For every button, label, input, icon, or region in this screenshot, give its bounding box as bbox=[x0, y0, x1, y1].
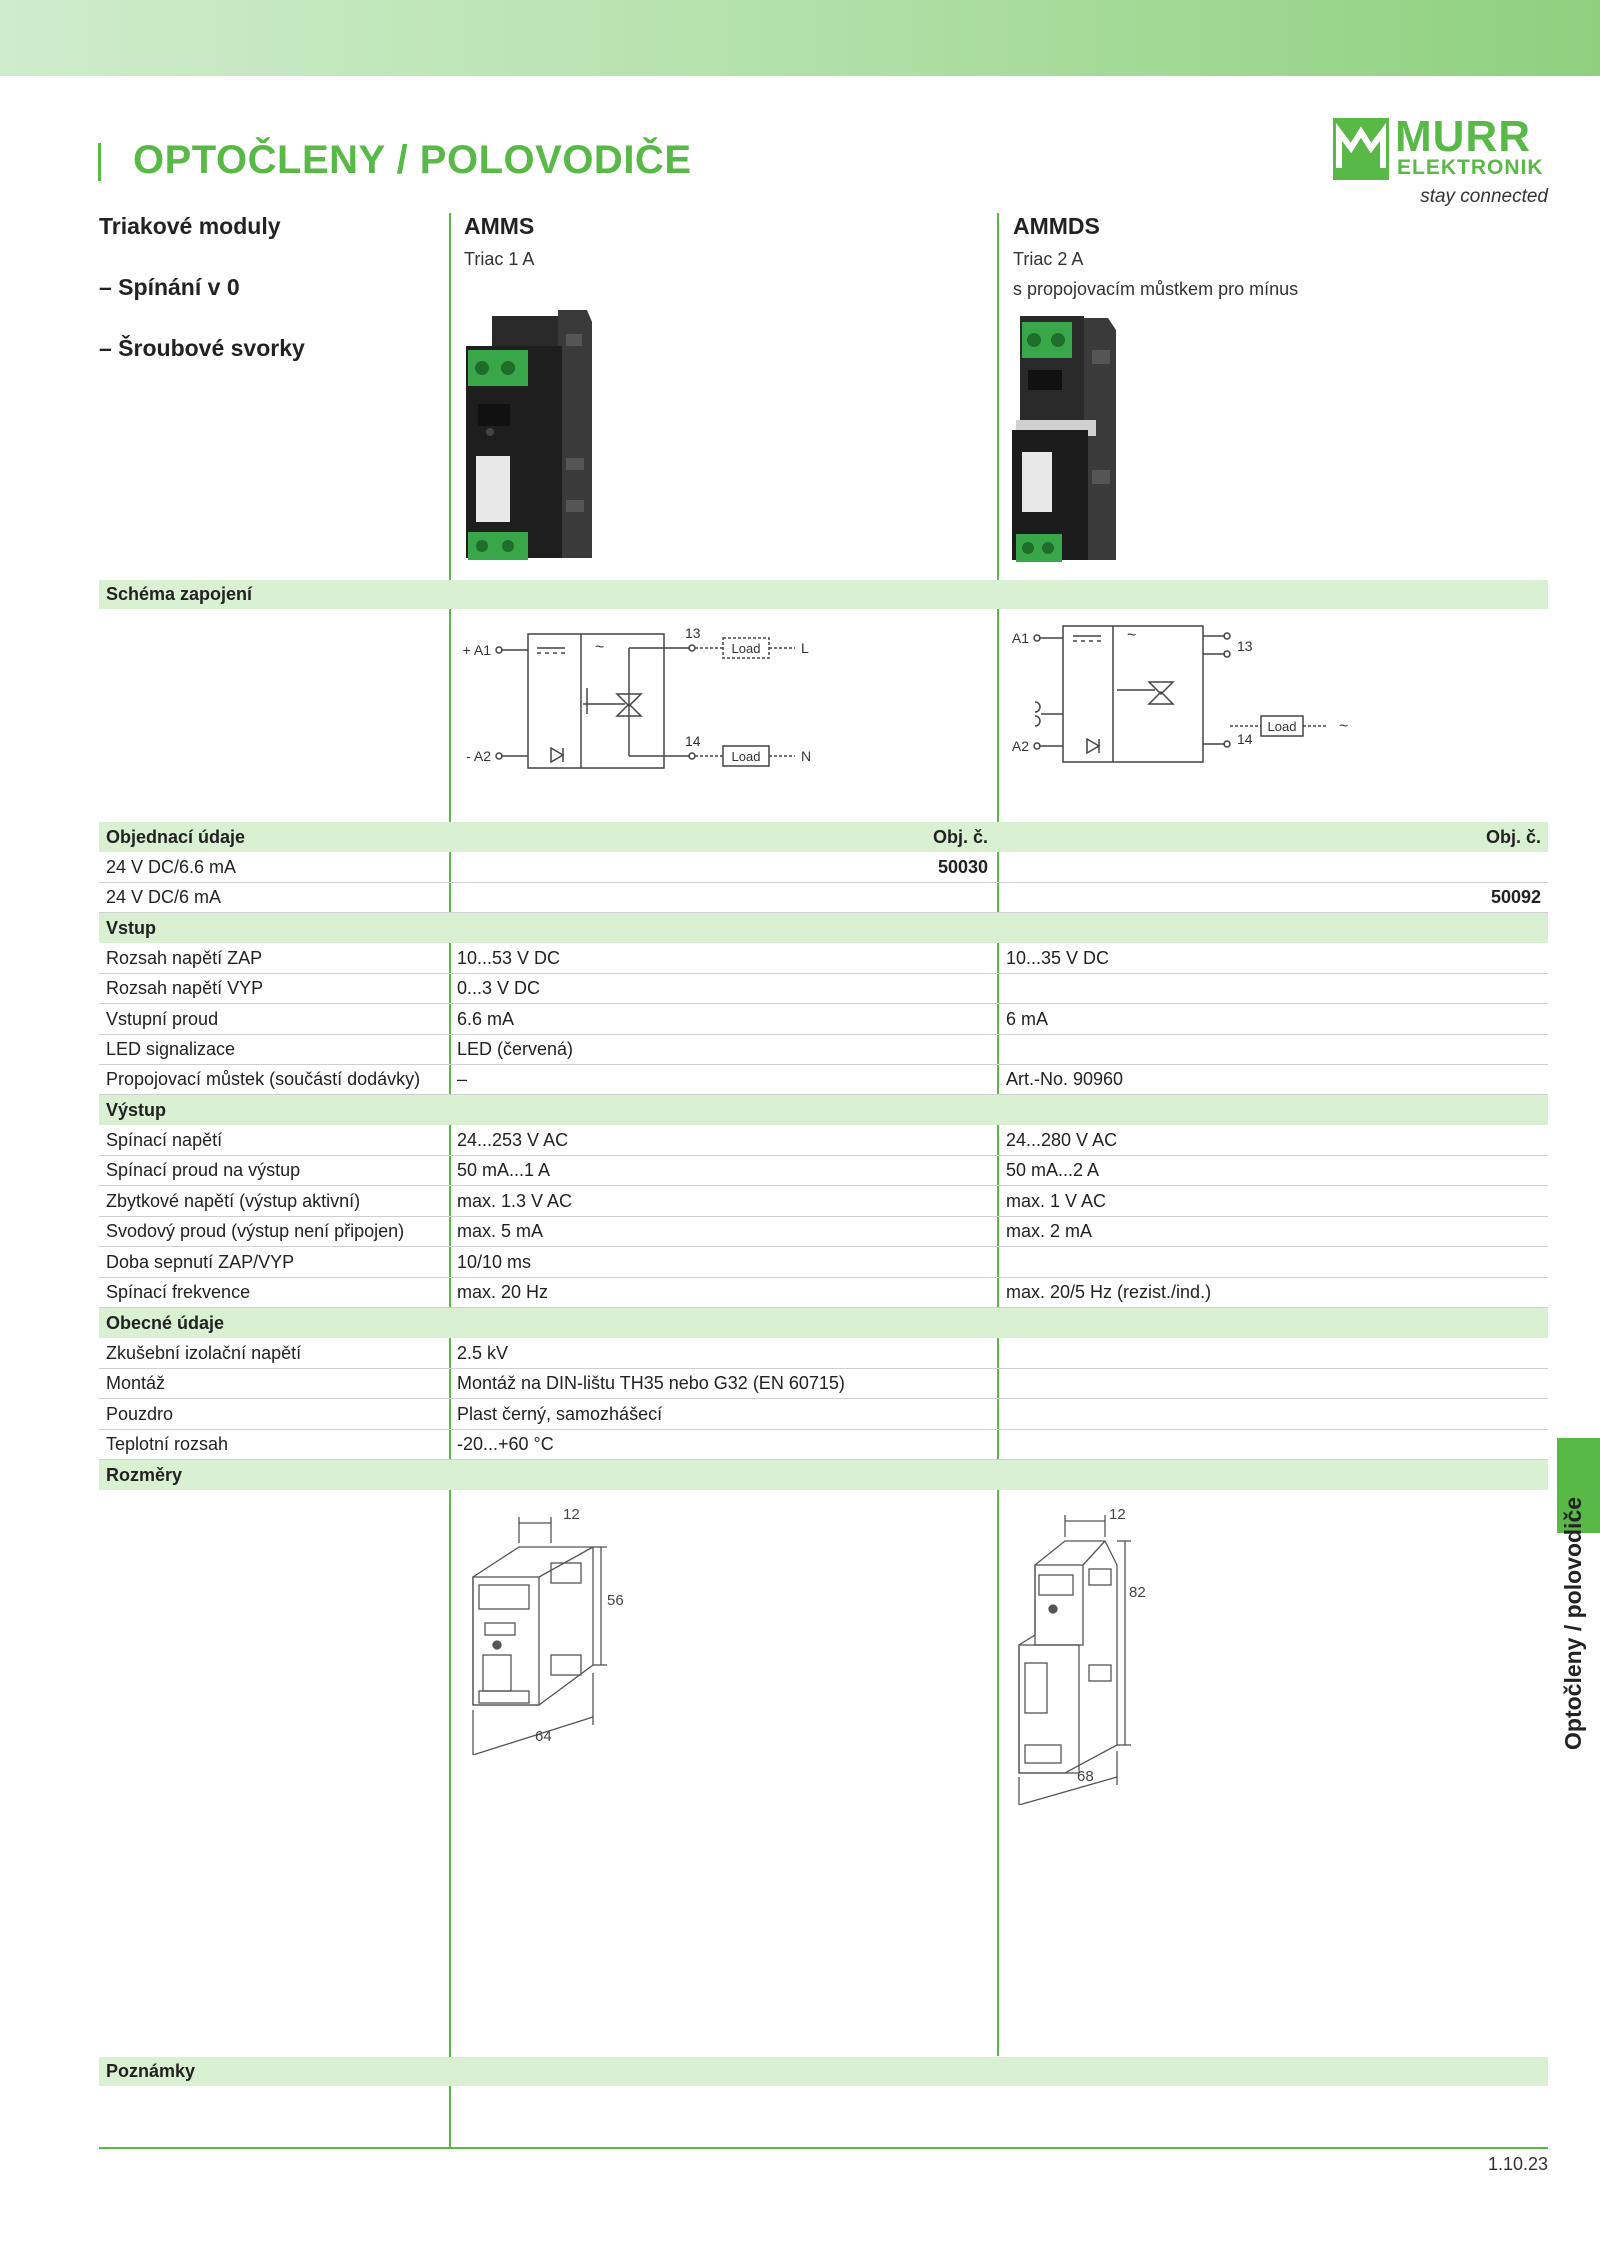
circuit-diagram-amms bbox=[455, 618, 835, 783]
page-number: 1.10.23 bbox=[1487, 2154, 1548, 2174]
dim-height-1: 56 bbox=[607, 1592, 624, 1609]
order-number-2: 50092 bbox=[1490, 887, 1541, 907]
row-label: LED signalizace bbox=[106, 1039, 236, 1059]
heading-feature-1: – Spínání v 0 bbox=[99, 274, 240, 300]
dimension-drawing-ammds bbox=[1005, 1505, 1205, 1810]
dim-depth-1: 64 bbox=[535, 1728, 552, 1745]
schema-right-terminal-13: 13 bbox=[1237, 638, 1253, 654]
table-row bbox=[99, 1034, 1548, 1065]
product-name-2: AMMDS bbox=[1013, 213, 1100, 239]
value-col-1: 10/10 ms bbox=[457, 1252, 532, 1272]
value-col-1: max. 20 Hz bbox=[457, 1282, 549, 1302]
title-marker bbox=[98, 143, 101, 181]
value-col-1: 10...53 V DC bbox=[457, 948, 561, 968]
product-desc-2b: s propojovacím můstkem pro mínus bbox=[1013, 279, 1299, 299]
schema-right-a2: A2 bbox=[1011, 738, 1029, 754]
schema-label: Schéma zapojení bbox=[106, 584, 253, 604]
order-number-1: 50030 bbox=[937, 857, 988, 877]
schema-terminal-a2: - A2 bbox=[466, 748, 491, 764]
section-label: Obecné údaje bbox=[106, 1313, 225, 1333]
table-row bbox=[99, 1125, 1548, 1156]
value-col-2: max. 2 mA bbox=[1006, 1221, 1093, 1241]
dim-height-2: 82 bbox=[1129, 1584, 1146, 1601]
footer-line bbox=[99, 2147, 1548, 2149]
row-label: Vstupní proud bbox=[106, 1009, 219, 1029]
table-row bbox=[99, 1429, 1548, 1460]
value-col-1: – bbox=[457, 1069, 468, 1089]
heading-feature-2: – Šroubové svorky bbox=[99, 335, 305, 361]
table-row bbox=[99, 1186, 1548, 1217]
schema-terminal-13: 13 bbox=[685, 625, 701, 641]
value-col-2: 50 mA...2 A bbox=[1006, 1160, 1100, 1180]
value-col-1: 0...3 V DC bbox=[457, 978, 541, 998]
schema-terminal-a1: + A1 bbox=[462, 642, 491, 658]
dim-width-1: 12 bbox=[563, 1506, 580, 1523]
table-section-dimensions bbox=[99, 1460, 1548, 1490]
table-row bbox=[99, 882, 1548, 913]
order-col-header-2: Obj. č. bbox=[1485, 827, 1541, 847]
schema-right-terminal-14: 14 bbox=[1237, 731, 1253, 747]
order-col-header-1: Obj. č. bbox=[932, 827, 988, 847]
value-col-1: max. 1.3 V AC bbox=[457, 1191, 573, 1211]
value-col-1: Montáž na DIN-lištu TH35 nebo G32 (EN 60715) bbox=[457, 1373, 845, 1393]
brand-logo bbox=[1333, 112, 1548, 213]
table-row bbox=[99, 1247, 1548, 1278]
row-label: 24 V DC/6 mA bbox=[106, 887, 222, 907]
schema-line-l: L bbox=[801, 640, 809, 656]
table-row bbox=[99, 943, 1548, 974]
table-row bbox=[99, 1155, 1548, 1186]
schema-load-1: Load bbox=[731, 641, 761, 656]
product-desc-1: Triac 1 A bbox=[464, 249, 535, 269]
circuit-diagram-ammds bbox=[1005, 618, 1365, 783]
notes-label: Poznámky bbox=[106, 2061, 196, 2081]
row-label: Spínací frekvence bbox=[106, 1282, 251, 1302]
schema-right-load: Load bbox=[1267, 719, 1297, 734]
dim-depth-2: 68 bbox=[1077, 1768, 1094, 1785]
schema-right-a1: A1 bbox=[1011, 630, 1029, 646]
value-col-2: 6 mA bbox=[1006, 1009, 1049, 1029]
row-label: 24 V DC/6.6 mA bbox=[106, 857, 237, 877]
table-row bbox=[99, 973, 1548, 1004]
dim-width-2: 12 bbox=[1109, 1506, 1126, 1523]
product-desc-2: Triac 2 A bbox=[1013, 249, 1084, 269]
row-label: Montáž bbox=[106, 1373, 166, 1393]
row-label: Pouzdro bbox=[106, 1404, 174, 1424]
row-label: Teplotní rozsah bbox=[106, 1434, 229, 1454]
row-label: Rozsah napětí VYP bbox=[106, 978, 264, 998]
dimension-drawing-amms bbox=[455, 1505, 655, 1760]
logo-sub: ELEKTRONIK bbox=[1397, 156, 1544, 179]
table-row-order-header bbox=[99, 822, 1548, 852]
product-photo-amms bbox=[462, 308, 597, 571]
value-col-1: LED (červená) bbox=[457, 1039, 574, 1059]
schema-line-n: N bbox=[801, 748, 812, 764]
row-label: Svodový proud (výstup není připojen) bbox=[106, 1221, 405, 1241]
logo-tagline: stay connected bbox=[1420, 186, 1548, 207]
row-label: Zbytkové napětí (výstup aktivní) bbox=[106, 1191, 361, 1211]
logo-mark-icon bbox=[1333, 118, 1389, 180]
product-photo-ammds bbox=[1012, 310, 1122, 571]
row-label: Doba sepnutí ZAP/VYP bbox=[106, 1252, 295, 1272]
table-row bbox=[99, 852, 1548, 883]
value-col-2: 24...280 V AC bbox=[1006, 1130, 1118, 1150]
value-col-2: max. 1 V AC bbox=[1006, 1191, 1107, 1211]
table-row bbox=[99, 1216, 1548, 1247]
value-col-1: 2.5 kV bbox=[457, 1343, 509, 1363]
section-label: Vstup bbox=[106, 918, 157, 938]
heading-module-type: Triakové moduly bbox=[99, 213, 281, 239]
schema-load-2: Load bbox=[731, 749, 761, 764]
value-col-1: -20...+60 °C bbox=[457, 1434, 554, 1454]
notes-band bbox=[99, 2057, 1548, 2086]
value-col-1: 6.6 mA bbox=[457, 1009, 515, 1029]
row-label: Spínací napětí bbox=[106, 1130, 223, 1150]
value-col-2: Art.-No. 90960 bbox=[1006, 1069, 1124, 1089]
table-section-output bbox=[99, 1095, 1548, 1125]
table-row bbox=[99, 1277, 1548, 1308]
table-section-general bbox=[99, 1308, 1548, 1338]
table-row bbox=[99, 1399, 1548, 1430]
row-label: Spínací proud na výstup bbox=[106, 1160, 301, 1180]
row-label: Rozsah napětí ZAP bbox=[106, 948, 263, 968]
row-label: Propojovací můstek (součástí dodávky) bbox=[106, 1069, 421, 1089]
schema-terminal-14: 14 bbox=[685, 733, 701, 749]
logo-brand: MURR bbox=[1395, 112, 1531, 161]
top-banner bbox=[0, 0, 1600, 76]
value-col-1: 24...253 V AC bbox=[457, 1130, 569, 1150]
table-row bbox=[99, 1338, 1548, 1369]
section-label: Výstup bbox=[106, 1100, 167, 1120]
row-label: Zkušební izolační napětí bbox=[106, 1343, 302, 1363]
table-row bbox=[99, 1368, 1548, 1399]
section-label: Rozměry bbox=[106, 1465, 183, 1485]
value-col-2: 10...35 V DC bbox=[1006, 948, 1110, 968]
schema-ac-symbol: ~ bbox=[595, 639, 605, 656]
row-label: Objednací údaje bbox=[106, 827, 246, 847]
value-col-2: max. 20/5 Hz (rezist./ind.) bbox=[1006, 1282, 1212, 1302]
table-section-input bbox=[99, 913, 1548, 943]
value-col-1: Plast černý, samozhášecí bbox=[457, 1404, 663, 1424]
page-title: OPTOČLENY / POLOVODIČE bbox=[133, 138, 692, 182]
product-name-1: AMMS bbox=[464, 213, 535, 239]
schema-right-ac-symbol: ~ bbox=[1127, 627, 1137, 644]
schema-band bbox=[99, 580, 1548, 609]
value-col-1: max. 5 mA bbox=[457, 1221, 544, 1241]
side-tab-label: Optočleny / polovodiče bbox=[1560, 1496, 1586, 1750]
table-row bbox=[99, 1004, 1548, 1035]
table-row bbox=[99, 1064, 1548, 1095]
schema-right-tilde: ~ bbox=[1339, 718, 1349, 735]
value-col-1: 50 mA...1 A bbox=[457, 1160, 551, 1180]
